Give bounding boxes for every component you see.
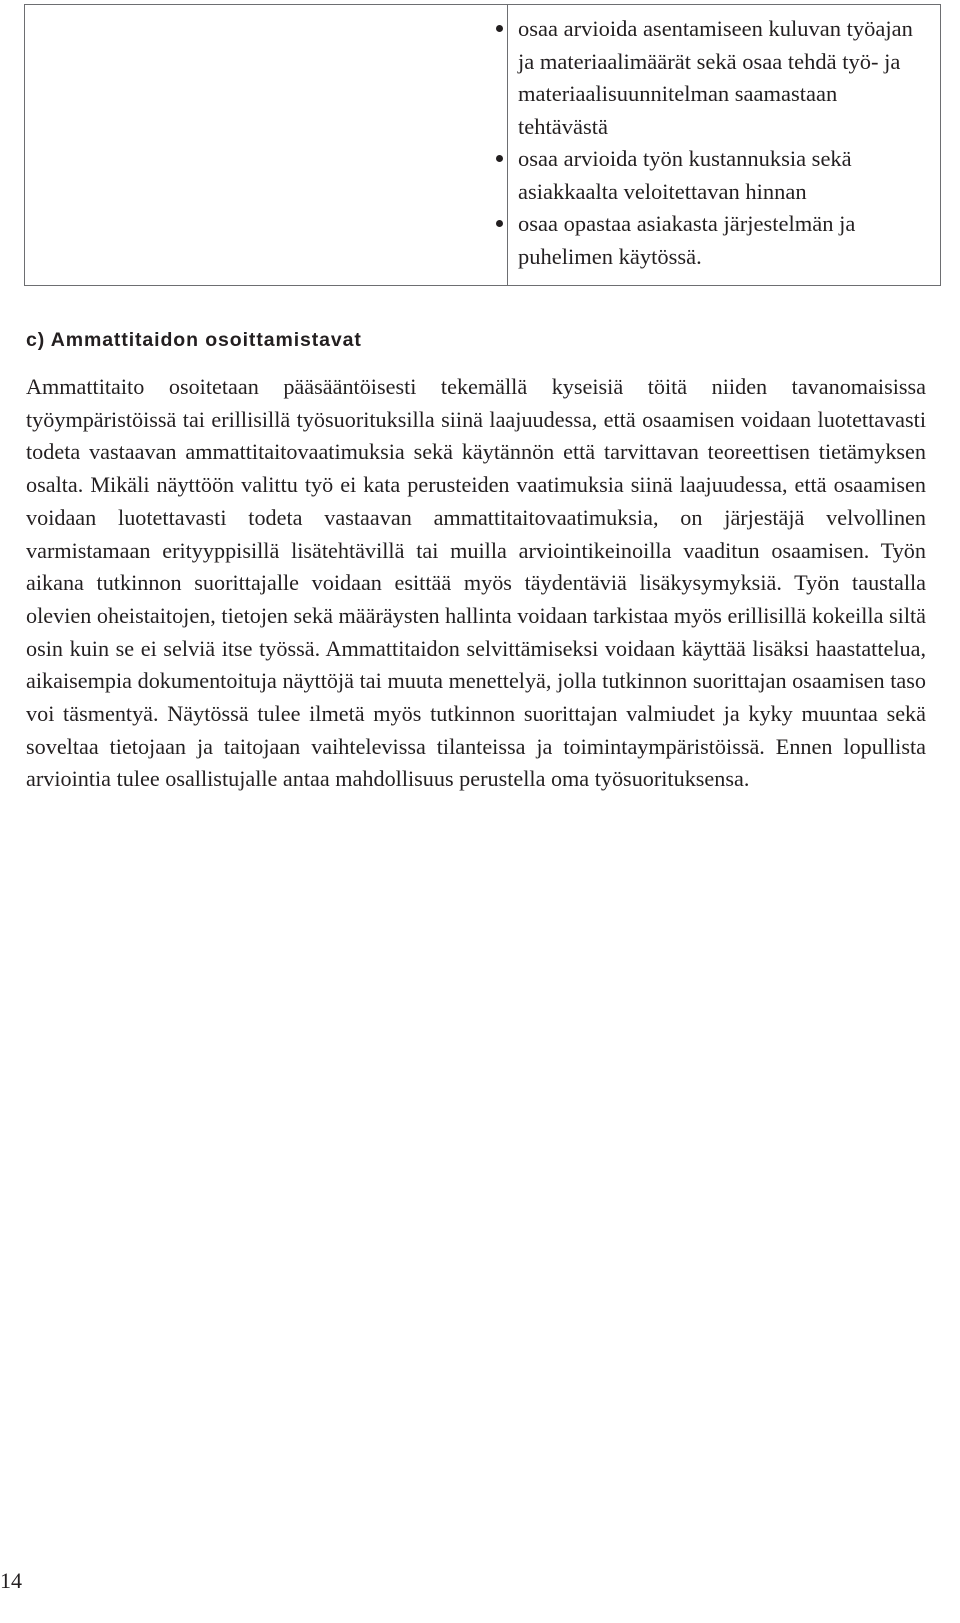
criteria-bullet-item (496, 208, 916, 273)
criteria-bullet-text: osaa arvioida asentamiseen kuluvan työajan ja materiaalimäärät sekä osaa tehdä työ- ja materiaalisuunnitelman saamastaan tehtävästä (518, 16, 913, 139)
page-number: 14 (0, 1568, 22, 1593)
criteria-bullet-text: osaa opastaa asiakasta järjestelmän ja puhelimen käytössä. (518, 211, 856, 269)
section-body-paragraph: Ammattitaito osoitetaan pääsääntöisesti tekemällä kyseisiä töitä niiden tavanomaisissa työympäristöissä tai erillisillä työsuorituksilla siinä laajuudessa, että osaamisen voidaan luotettavasti todeta vastaavan ammattitaitovaatimuksia sekä käytännön että tarvittavan teoreettisen tietämyksen osalta. Mikäli näyttöön valittu työ ei kata perusteiden vaatimuksia siinä laajuudessa, että osaamisen voidaan luotettavasti todeta vastaavan ammattitaitovaatimuksia, on järjestäjä velvollinen varmistamaan erityyppisillä lisätehtävillä tai muilla arviointikeinoilla vaaditun osaamisen. Työn aikana tutkinnon suorittajalle voidaan esittää myös täydentäviä lisäkysymyksiä. Työn taustalla olevien oheistaitojen, tietojen sekä määräysten hallinta voidaan tarkistaa myös erillisillä kokeilla siltä osin kuin se ei selviä itse työssä. Ammattitaidon selvittämiseksi voidaan käyttää lisäksi haastattelua, aikaisempia dokumentoituja näyttöjä tai muuta menettelyä, jolla tutkinnon suorittajan osaamisen taso voi täsmentyä. Näytössä tulee ilmetä myös tutkinnon suorittajan valmiudet ja kyky muuntaa sekä soveltaa tietojaan ja taitojaan vaihtelevissa tilanteissa ja toimintaympäristöissä. Ennen lopullista arviointia tulee osallistujalle antaa mahdollisuus perustella oma työsuorituksensa. (26, 374, 926, 792)
criteria-bullet-text: osaa arvioida työn kustannuksia sekä asiakkaalta veloitettavan hinnan (518, 146, 852, 204)
section-heading: c) Ammattitaidon osoittamistavat (26, 329, 362, 351)
criteria-bullet-list (496, 13, 916, 273)
bullet-icon (496, 25, 503, 32)
bullet-icon (496, 155, 503, 162)
bullet-icon (496, 220, 503, 227)
criteria-bullet-item (496, 143, 916, 208)
criteria-bullet-item (496, 13, 916, 143)
